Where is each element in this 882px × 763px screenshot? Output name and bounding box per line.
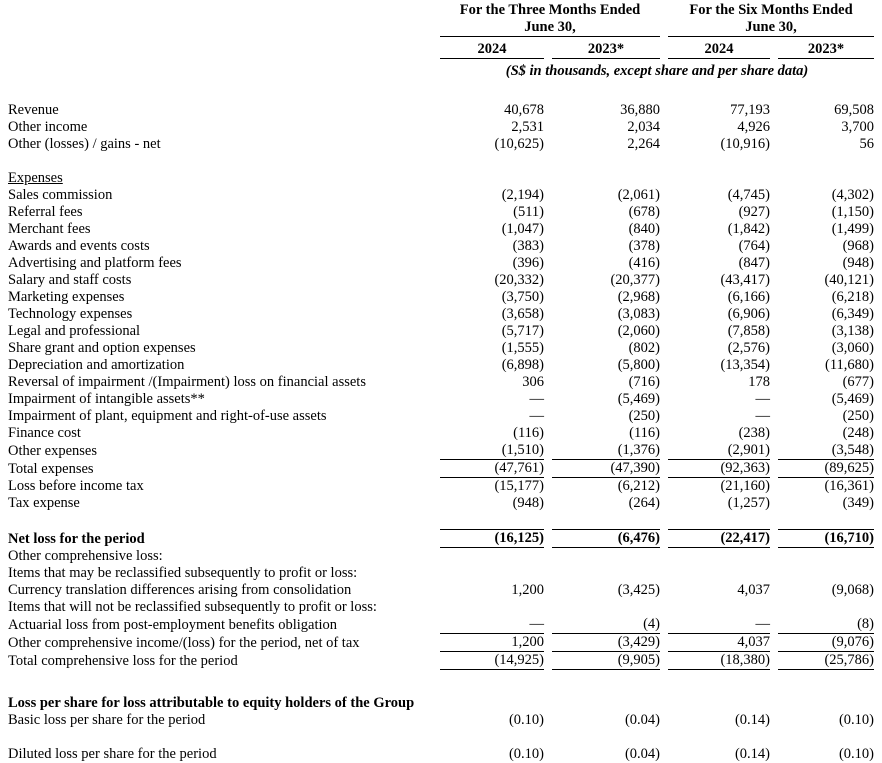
row-value: 77,193 bbox=[730, 102, 770, 118]
year-header-row bbox=[8, 37, 874, 59]
table-row bbox=[8, 565, 874, 582]
row-label: Salary and staff costs bbox=[8, 272, 132, 288]
row-value: (43,417) bbox=[720, 272, 770, 288]
table-row bbox=[8, 391, 874, 408]
row-value: 3,700 bbox=[841, 119, 875, 135]
row-value: 36,880 bbox=[620, 102, 660, 118]
table-row bbox=[8, 374, 874, 391]
row-value: (11,680) bbox=[825, 357, 875, 373]
table-row bbox=[8, 255, 874, 272]
row-value: (802) bbox=[628, 340, 660, 356]
row-label: Sales commission bbox=[8, 187, 113, 203]
row-value: (21,160) bbox=[720, 478, 770, 494]
row-value: 1,200 bbox=[511, 582, 544, 598]
table-row bbox=[8, 204, 874, 221]
row-value: (764) bbox=[738, 238, 770, 254]
row-value: (4,745) bbox=[727, 187, 770, 203]
row-value: (9,905) bbox=[552, 652, 660, 670]
row-value: (383) bbox=[512, 238, 544, 254]
row-value: (1,257) bbox=[727, 495, 770, 511]
table-row bbox=[8, 582, 874, 599]
row-value: (5,469) bbox=[617, 391, 660, 407]
row-label: Actuarial loss from post-employment benefits obligation bbox=[8, 617, 338, 633]
table-row bbox=[8, 221, 874, 238]
row-value: (0.10) bbox=[508, 712, 544, 728]
row-value bbox=[552, 695, 660, 712]
row-value: (2,576) bbox=[727, 340, 770, 356]
row-value bbox=[778, 170, 874, 187]
table-header bbox=[8, 0, 874, 80]
table-row bbox=[8, 746, 874, 763]
row-label: Basic loss per share for the period bbox=[8, 712, 206, 728]
row-value: (3,658) bbox=[501, 306, 544, 322]
row-value: — bbox=[668, 616, 770, 634]
row-value: (20,332) bbox=[494, 272, 544, 288]
row-label: Tax expense bbox=[8, 495, 80, 511]
row-value: (1,047) bbox=[501, 221, 544, 237]
row-label: Awards and events costs bbox=[8, 238, 150, 254]
table-row bbox=[8, 272, 874, 289]
row-label: Other comprehensive loss: bbox=[8, 548, 163, 564]
row-value bbox=[552, 565, 660, 582]
row-label: Total expenses bbox=[8, 461, 94, 477]
row-value: — bbox=[755, 408, 770, 424]
row-value: (116) bbox=[513, 425, 544, 441]
table-row bbox=[8, 119, 874, 136]
row-value: 4,926 bbox=[737, 119, 770, 135]
spacer-row bbox=[8, 687, 874, 695]
row-value: (4) bbox=[552, 616, 660, 634]
row-value bbox=[778, 565, 874, 582]
row-value: (9,076) bbox=[778, 634, 874, 652]
row-value: (14,925) bbox=[440, 652, 544, 670]
table-row bbox=[8, 616, 874, 634]
row-value bbox=[668, 548, 770, 565]
period-header-line1: For the Six Months Ended bbox=[689, 2, 853, 18]
row-value: (6,476) bbox=[552, 529, 660, 548]
year-column-header: 2023* bbox=[552, 37, 660, 59]
year-column-header: 2024 bbox=[668, 37, 770, 59]
spacer-cell bbox=[8, 687, 874, 695]
row-value: (5,717) bbox=[501, 323, 544, 339]
row-value: (3,060) bbox=[831, 340, 875, 356]
row-value: (47,390) bbox=[552, 460, 660, 478]
row-value: (6,898) bbox=[501, 357, 544, 373]
row-value: (3,750) bbox=[501, 289, 544, 305]
row-value bbox=[440, 548, 544, 565]
row-value: (948) bbox=[512, 495, 544, 511]
table-row bbox=[8, 136, 874, 153]
table-row bbox=[8, 289, 874, 306]
row-value: (1,555) bbox=[501, 340, 544, 356]
table-row bbox=[8, 652, 874, 670]
table-row bbox=[8, 187, 874, 204]
table-row bbox=[8, 102, 874, 119]
row-value bbox=[668, 599, 770, 616]
row-value: (0.10) bbox=[508, 746, 544, 762]
period-header-row bbox=[8, 0, 874, 37]
row-value: (1,499) bbox=[831, 221, 875, 237]
row-value: (6,906) bbox=[727, 306, 770, 322]
row-value: (3,138) bbox=[831, 323, 875, 339]
header-blank-cell bbox=[8, 59, 432, 80]
row-value: — bbox=[529, 391, 544, 407]
table-row bbox=[8, 634, 874, 652]
row-label: Advertising and platform fees bbox=[8, 255, 182, 271]
row-value: (248) bbox=[842, 425, 875, 441]
row-value: (116) bbox=[629, 425, 660, 441]
units-note: (S$ in thousands, except share and per share data) bbox=[505, 63, 809, 79]
row-value bbox=[668, 695, 770, 712]
table-row bbox=[8, 357, 874, 374]
row-value: — bbox=[529, 408, 544, 424]
row-value: (6,349) bbox=[831, 306, 875, 322]
row-value: 2,034 bbox=[627, 119, 660, 135]
row-value: (716) bbox=[628, 374, 660, 390]
row-value: (4,302) bbox=[831, 187, 875, 203]
row-value: (396) bbox=[512, 255, 544, 271]
row-value bbox=[778, 599, 874, 616]
row-value bbox=[552, 548, 660, 565]
row-value: (47,761) bbox=[440, 460, 544, 478]
row-label: Items that may be reclassified subsequently to profit or loss: bbox=[8, 565, 358, 581]
row-value: (6,218) bbox=[831, 289, 875, 305]
spacer-cell bbox=[8, 512, 874, 529]
period-header-line2: June 30, bbox=[524, 19, 576, 35]
spacer-cell bbox=[8, 80, 874, 102]
row-value: (3,425) bbox=[617, 582, 660, 598]
row-value: (349) bbox=[842, 495, 875, 511]
row-value: (511) bbox=[513, 204, 544, 220]
row-label: Loss before income tax bbox=[8, 478, 144, 494]
row-label: Share grant and option expenses bbox=[8, 340, 196, 356]
row-value: (2,968) bbox=[617, 289, 660, 305]
header-blank-cell bbox=[8, 0, 432, 37]
spacer-row bbox=[8, 153, 874, 170]
row-value: (40,121) bbox=[824, 272, 875, 288]
row-value: (378) bbox=[628, 238, 660, 254]
row-value: (678) bbox=[628, 204, 660, 220]
header-blank-cell bbox=[8, 37, 432, 59]
table-row bbox=[8, 306, 874, 323]
row-value: (16,361) bbox=[824, 478, 875, 494]
row-value: (847) bbox=[738, 255, 770, 271]
row-value: (2,060) bbox=[617, 323, 660, 339]
row-value: 4,037 bbox=[737, 582, 770, 598]
row-value: — bbox=[755, 391, 770, 407]
row-label: Marketing expenses bbox=[8, 289, 125, 305]
table-row bbox=[8, 529, 874, 548]
row-value: 4,037 bbox=[668, 634, 770, 652]
row-value: (25,786) bbox=[778, 652, 874, 670]
row-value: (2,194) bbox=[501, 187, 544, 203]
row-value: (0.04) bbox=[624, 712, 660, 728]
row-value: (238) bbox=[738, 425, 770, 441]
row-value: (7,858) bbox=[727, 323, 770, 339]
row-value bbox=[440, 695, 544, 712]
spacer-cell bbox=[8, 153, 874, 170]
period-header-line2: June 30, bbox=[745, 19, 797, 35]
table-row bbox=[8, 408, 874, 425]
row-value: (3,548) bbox=[778, 442, 874, 460]
row-value: (9,068) bbox=[831, 582, 875, 598]
table-row bbox=[8, 695, 874, 712]
row-value: 40,678 bbox=[504, 102, 544, 118]
row-value: (6,212) bbox=[617, 478, 660, 494]
row-label: Items that will not be reclassified subsequently to profit or loss: bbox=[8, 599, 377, 615]
row-label: Other expenses bbox=[8, 443, 97, 459]
row-value: (0.10) bbox=[838, 746, 875, 762]
table-row bbox=[8, 478, 874, 495]
table-row bbox=[8, 460, 874, 478]
row-value bbox=[778, 548, 874, 565]
row-label: Depreciation and amortization bbox=[8, 357, 185, 373]
row-value: (92,363) bbox=[668, 460, 770, 478]
row-value bbox=[552, 599, 660, 616]
row-value: (927) bbox=[738, 204, 770, 220]
row-value: (0.10) bbox=[838, 712, 875, 728]
row-value: (968) bbox=[842, 238, 875, 254]
row-value: (1,376) bbox=[552, 442, 660, 460]
row-value: (22,417) bbox=[668, 529, 770, 548]
row-label: Net loss for the period bbox=[8, 531, 145, 547]
row-value: (16,125) bbox=[440, 529, 544, 548]
row-label: Revenue bbox=[8, 102, 59, 118]
row-value: (416) bbox=[628, 255, 660, 271]
table-row bbox=[8, 323, 874, 340]
row-label: Referral fees bbox=[8, 204, 83, 220]
row-value: (6,166) bbox=[727, 289, 770, 305]
year-column-header: 2024 bbox=[440, 37, 544, 59]
row-label: Impairment of intangible assets** bbox=[8, 391, 205, 407]
row-value: (13,354) bbox=[720, 357, 770, 373]
row-value: (677) bbox=[842, 374, 875, 390]
row-value: 178 bbox=[748, 374, 770, 390]
row-label: Other income bbox=[8, 119, 88, 135]
row-value: (5,800) bbox=[617, 357, 660, 373]
row-value: (15,177) bbox=[494, 478, 544, 494]
row-value: (0.14) bbox=[734, 712, 770, 728]
row-label: Loss per share for loss attributable to equity holders of the Group bbox=[8, 695, 415, 711]
row-label: Currency translation differences arising from consolidation bbox=[8, 582, 352, 598]
spacer-row bbox=[8, 729, 874, 746]
row-value: (2,061) bbox=[617, 187, 660, 203]
row-value: (18,380) bbox=[668, 652, 770, 670]
spacer-cell bbox=[8, 670, 874, 687]
row-label: Diluted loss per share for the period bbox=[8, 746, 217, 762]
row-value: (948) bbox=[842, 255, 875, 271]
row-value bbox=[440, 170, 544, 187]
row-value: (16,710) bbox=[778, 529, 874, 548]
row-value: (840) bbox=[628, 221, 660, 237]
row-value: (1,150) bbox=[831, 204, 875, 220]
row-value: (250) bbox=[628, 408, 660, 424]
spacer-row bbox=[8, 80, 874, 102]
spacer-cell bbox=[8, 729, 874, 746]
row-value bbox=[668, 565, 770, 582]
row-value bbox=[668, 170, 770, 187]
row-label: Impairment of plant, equipment and right-of-use assets bbox=[8, 408, 327, 424]
spacer-row bbox=[8, 670, 874, 687]
row-value: (20,377) bbox=[610, 272, 660, 288]
row-label: Technology expenses bbox=[8, 306, 133, 322]
row-value: (10,916) bbox=[720, 136, 770, 152]
table-row bbox=[8, 495, 874, 512]
row-label: Finance cost bbox=[8, 425, 81, 441]
row-value bbox=[440, 565, 544, 582]
row-value: (1,510) bbox=[440, 442, 544, 460]
row-value: 56 bbox=[859, 136, 875, 152]
row-value: (8) bbox=[778, 616, 874, 634]
statement-body bbox=[8, 80, 874, 763]
year-column-header: 2023* bbox=[778, 37, 874, 59]
row-value: (264) bbox=[628, 495, 660, 511]
table-row bbox=[8, 170, 874, 187]
row-label: Reversal of impairment /(Impairment) loss on financial assets bbox=[8, 374, 366, 390]
row-value: (2,901) bbox=[668, 442, 770, 460]
table-row bbox=[8, 548, 874, 565]
row-value: 2,264 bbox=[627, 136, 660, 152]
table-row bbox=[8, 712, 874, 729]
table-row bbox=[8, 442, 874, 460]
row-value bbox=[552, 170, 660, 187]
row-value: — bbox=[440, 616, 544, 634]
row-value: 69,508 bbox=[834, 102, 875, 118]
table-row bbox=[8, 340, 874, 357]
row-label: Other comprehensive income/(loss) for the period, net of tax bbox=[8, 635, 360, 651]
table-row bbox=[8, 599, 874, 616]
row-label: Merchant fees bbox=[8, 221, 91, 237]
row-value: (0.14) bbox=[734, 746, 770, 762]
period-header-three-months bbox=[440, 0, 660, 37]
spacer-row bbox=[8, 512, 874, 529]
row-value: (3,083) bbox=[617, 306, 660, 322]
row-value bbox=[440, 599, 544, 616]
row-value: (10,625) bbox=[494, 136, 544, 152]
row-label: Total comprehensive loss for the period bbox=[8, 653, 238, 669]
row-value: (250) bbox=[842, 408, 875, 424]
row-value: (5,469) bbox=[831, 391, 875, 407]
row-value bbox=[778, 695, 874, 712]
table-row bbox=[8, 238, 874, 255]
row-value: (1,842) bbox=[727, 221, 770, 237]
row-value: 306 bbox=[522, 374, 544, 390]
period-header-six-months bbox=[668, 0, 874, 37]
row-label: Other (losses) / gains - net bbox=[8, 136, 161, 152]
row-value: 1,200 bbox=[440, 634, 544, 652]
period-header-line1: For the Three Months Ended bbox=[459, 2, 641, 18]
row-label: Legal and professional bbox=[8, 323, 141, 339]
row-value: 2,531 bbox=[511, 119, 544, 135]
units-note-row bbox=[8, 59, 874, 80]
table-row bbox=[8, 425, 874, 442]
row-value: (0.04) bbox=[624, 746, 660, 762]
row-value: (3,429) bbox=[552, 634, 660, 652]
row-value: (89,625) bbox=[778, 460, 874, 478]
row-label: Expenses bbox=[8, 170, 63, 186]
